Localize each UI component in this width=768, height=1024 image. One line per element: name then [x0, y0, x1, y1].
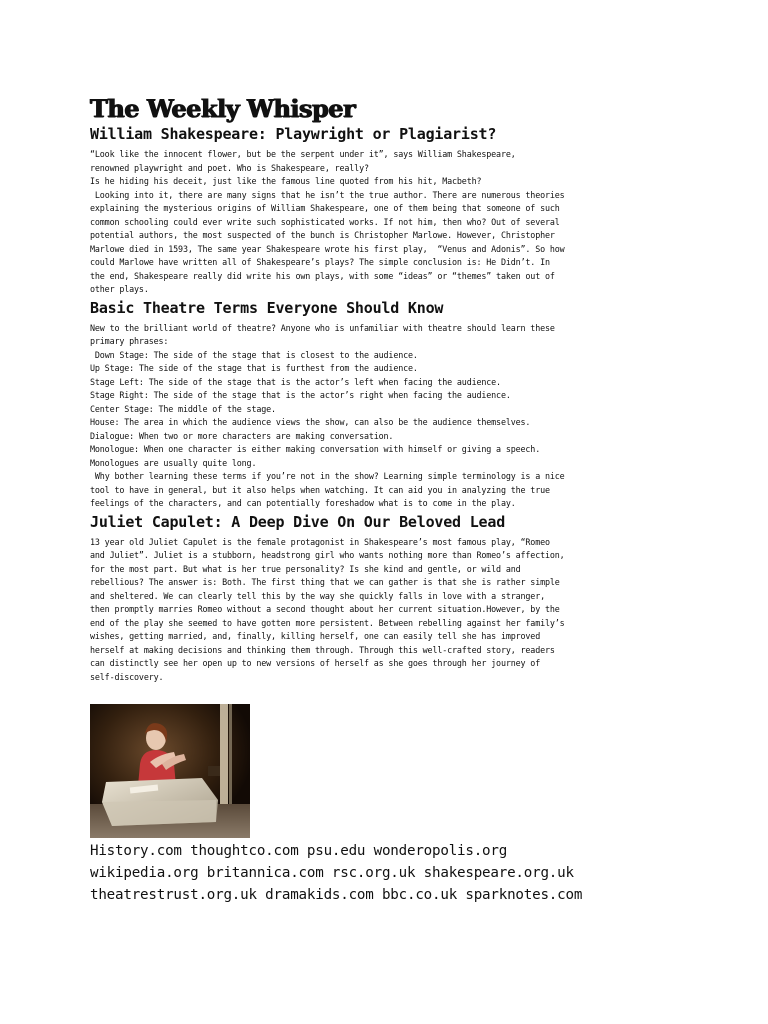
- article-body: [90, 322, 680, 511]
- article-shakespeare: [90, 125, 680, 297]
- body-line: primary phrases:: [90, 336, 169, 346]
- body-line: tool to have in general, but it also helps when watching. It can aid you in analyzing the true: [90, 484, 550, 495]
- body-line: can distinctly see her open up to new versions of herself as she goes through her journey of: [90, 658, 541, 668]
- body-line: Marlowe died in 1593, The same year Shakespeare wrote his first play, “Venus and Adonis”. So how: [90, 243, 565, 254]
- body-line: the end, Shakespeare really did write his own plays, with some “ideas” or “themes” taken out of: [90, 270, 555, 281]
- article-heading: William Shakespeare: Playwright or Plagiarist?: [90, 125, 497, 143]
- body-line: herself at making decisions and thinking them through. Through this well-crafted story, readers: [90, 644, 555, 655]
- sources-line: History.com thoughtco.com psu.edu wonderopolis.org: [90, 843, 508, 859]
- body-line: Is he hiding his deceit, just like the famous line quoted from his hit, Macbeth?: [90, 176, 482, 186]
- body-line: other plays.: [90, 284, 149, 294]
- body-line: Stage Left: The side of the stage that is the actor’s left when facing the audience.: [90, 376, 501, 387]
- article-body: [90, 148, 680, 297]
- body-line: end of the play she seemed to have gotten more persistent. Between rebelling against her family’s: [90, 617, 565, 628]
- body-line: self-discovery.: [90, 671, 164, 682]
- body-line: feelings of the characters, and can potentially foreshadow what is to come in the play.: [90, 498, 516, 508]
- article-theatre-terms: [90, 299, 680, 511]
- body-line: Looking into it, there are many signs that he isn’t the true author. There are numerous theories: [90, 189, 565, 200]
- body-line: New to the brilliant world of theatre? Anyone who is unfamiliar with theatre should learn these: [90, 322, 555, 333]
- article-body: [90, 536, 680, 685]
- body-line: potential authors, the most suspected of the bunch is Christopher Marlowe. However, Christopher: [90, 230, 555, 240]
- sources-line: theatrestrust.org.uk dramakids.com bbc.co.uk sparknotes.com: [90, 887, 583, 903]
- body-line: 13 year old Juliet Capulet is the female protagonist in Shakespeare’s most famous play, “Romeo: [90, 536, 550, 547]
- body-line: then promptly marries Romeo without a second thought about her current situation.However, by the: [90, 604, 560, 614]
- article-heading: Juliet Capulet: A Deep Dive On Our Beloved Lead: [90, 512, 506, 531]
- body-line: Up Stage: The side of the stage that is furthest from the audience.: [90, 363, 418, 373]
- body-line: renowned playwright and poet. Who is Shakespeare, really?: [90, 162, 369, 173]
- body-line: Center Stage: The middle of the stage.: [90, 403, 276, 414]
- article-juliet: [90, 513, 680, 685]
- article-heading: Basic Theatre Terms Everyone Should Know: [90, 298, 444, 317]
- body-line: Monologues are usually quite long.: [90, 457, 257, 468]
- body-line: and sheltered. We can clearly tell this by the way she quickly falls in love with a stranger,: [90, 590, 545, 601]
- newsletter-page: [90, 95, 680, 906]
- body-line: Stage Right: The side of the stage that is the actor’s right when facing the audience.: [90, 390, 511, 400]
- juliet-painting-image: [90, 704, 250, 838]
- body-line: Dialogue: When two or more characters are making conversation.: [90, 430, 394, 441]
- body-line: common schooling could ever write such sophisticated works. If not him, then who? Out of several: [90, 216, 560, 227]
- body-line: Monologue: When one character is either making conversation with himself or giving a speech.: [90, 444, 541, 454]
- body-line: explaining the mysterious origins of William Shakespeare, one of them being that someone of such: [90, 203, 560, 213]
- body-line: wishes, getting married, and, finally, killing herself, one can easily tell she has improved: [90, 631, 541, 641]
- body-line: and Juliet”. Juliet is a stubborn, headstrong girl who wants nothing more than Romeo’s affection,: [90, 550, 565, 560]
- body-line: could Marlowe have written all of Shakespeare’s plays? The simple conclusion is: He Didn’t. In: [90, 257, 550, 267]
- body-line: “Look like the innocent flower, but be the serpent under it”, says William Shakespeare,: [90, 149, 516, 159]
- juliet-painting-illustration: [90, 704, 250, 838]
- sources-line: wikipedia.org britannica.com rsc.org.uk shakespeare.org.uk: [90, 865, 574, 881]
- masthead-title: The Weekly Whisper: [90, 94, 356, 123]
- body-line: House: The area in which the audience views the show, can also be the audience themselves.: [90, 417, 531, 427]
- sources-list: [90, 840, 680, 906]
- body-line: Down Stage: The side of the stage that is closest to the audience.: [90, 349, 418, 360]
- body-line: rebellious? The answer is: Both. The first thing that we can gather is that she is rather simple: [90, 577, 560, 587]
- body-line: for the most part. But what is her true personality? Is she kind and gentle, or wild and: [90, 563, 521, 574]
- body-line: Why bother learning these terms if you’re not in the show? Learning simple terminology is a nice: [90, 471, 565, 481]
